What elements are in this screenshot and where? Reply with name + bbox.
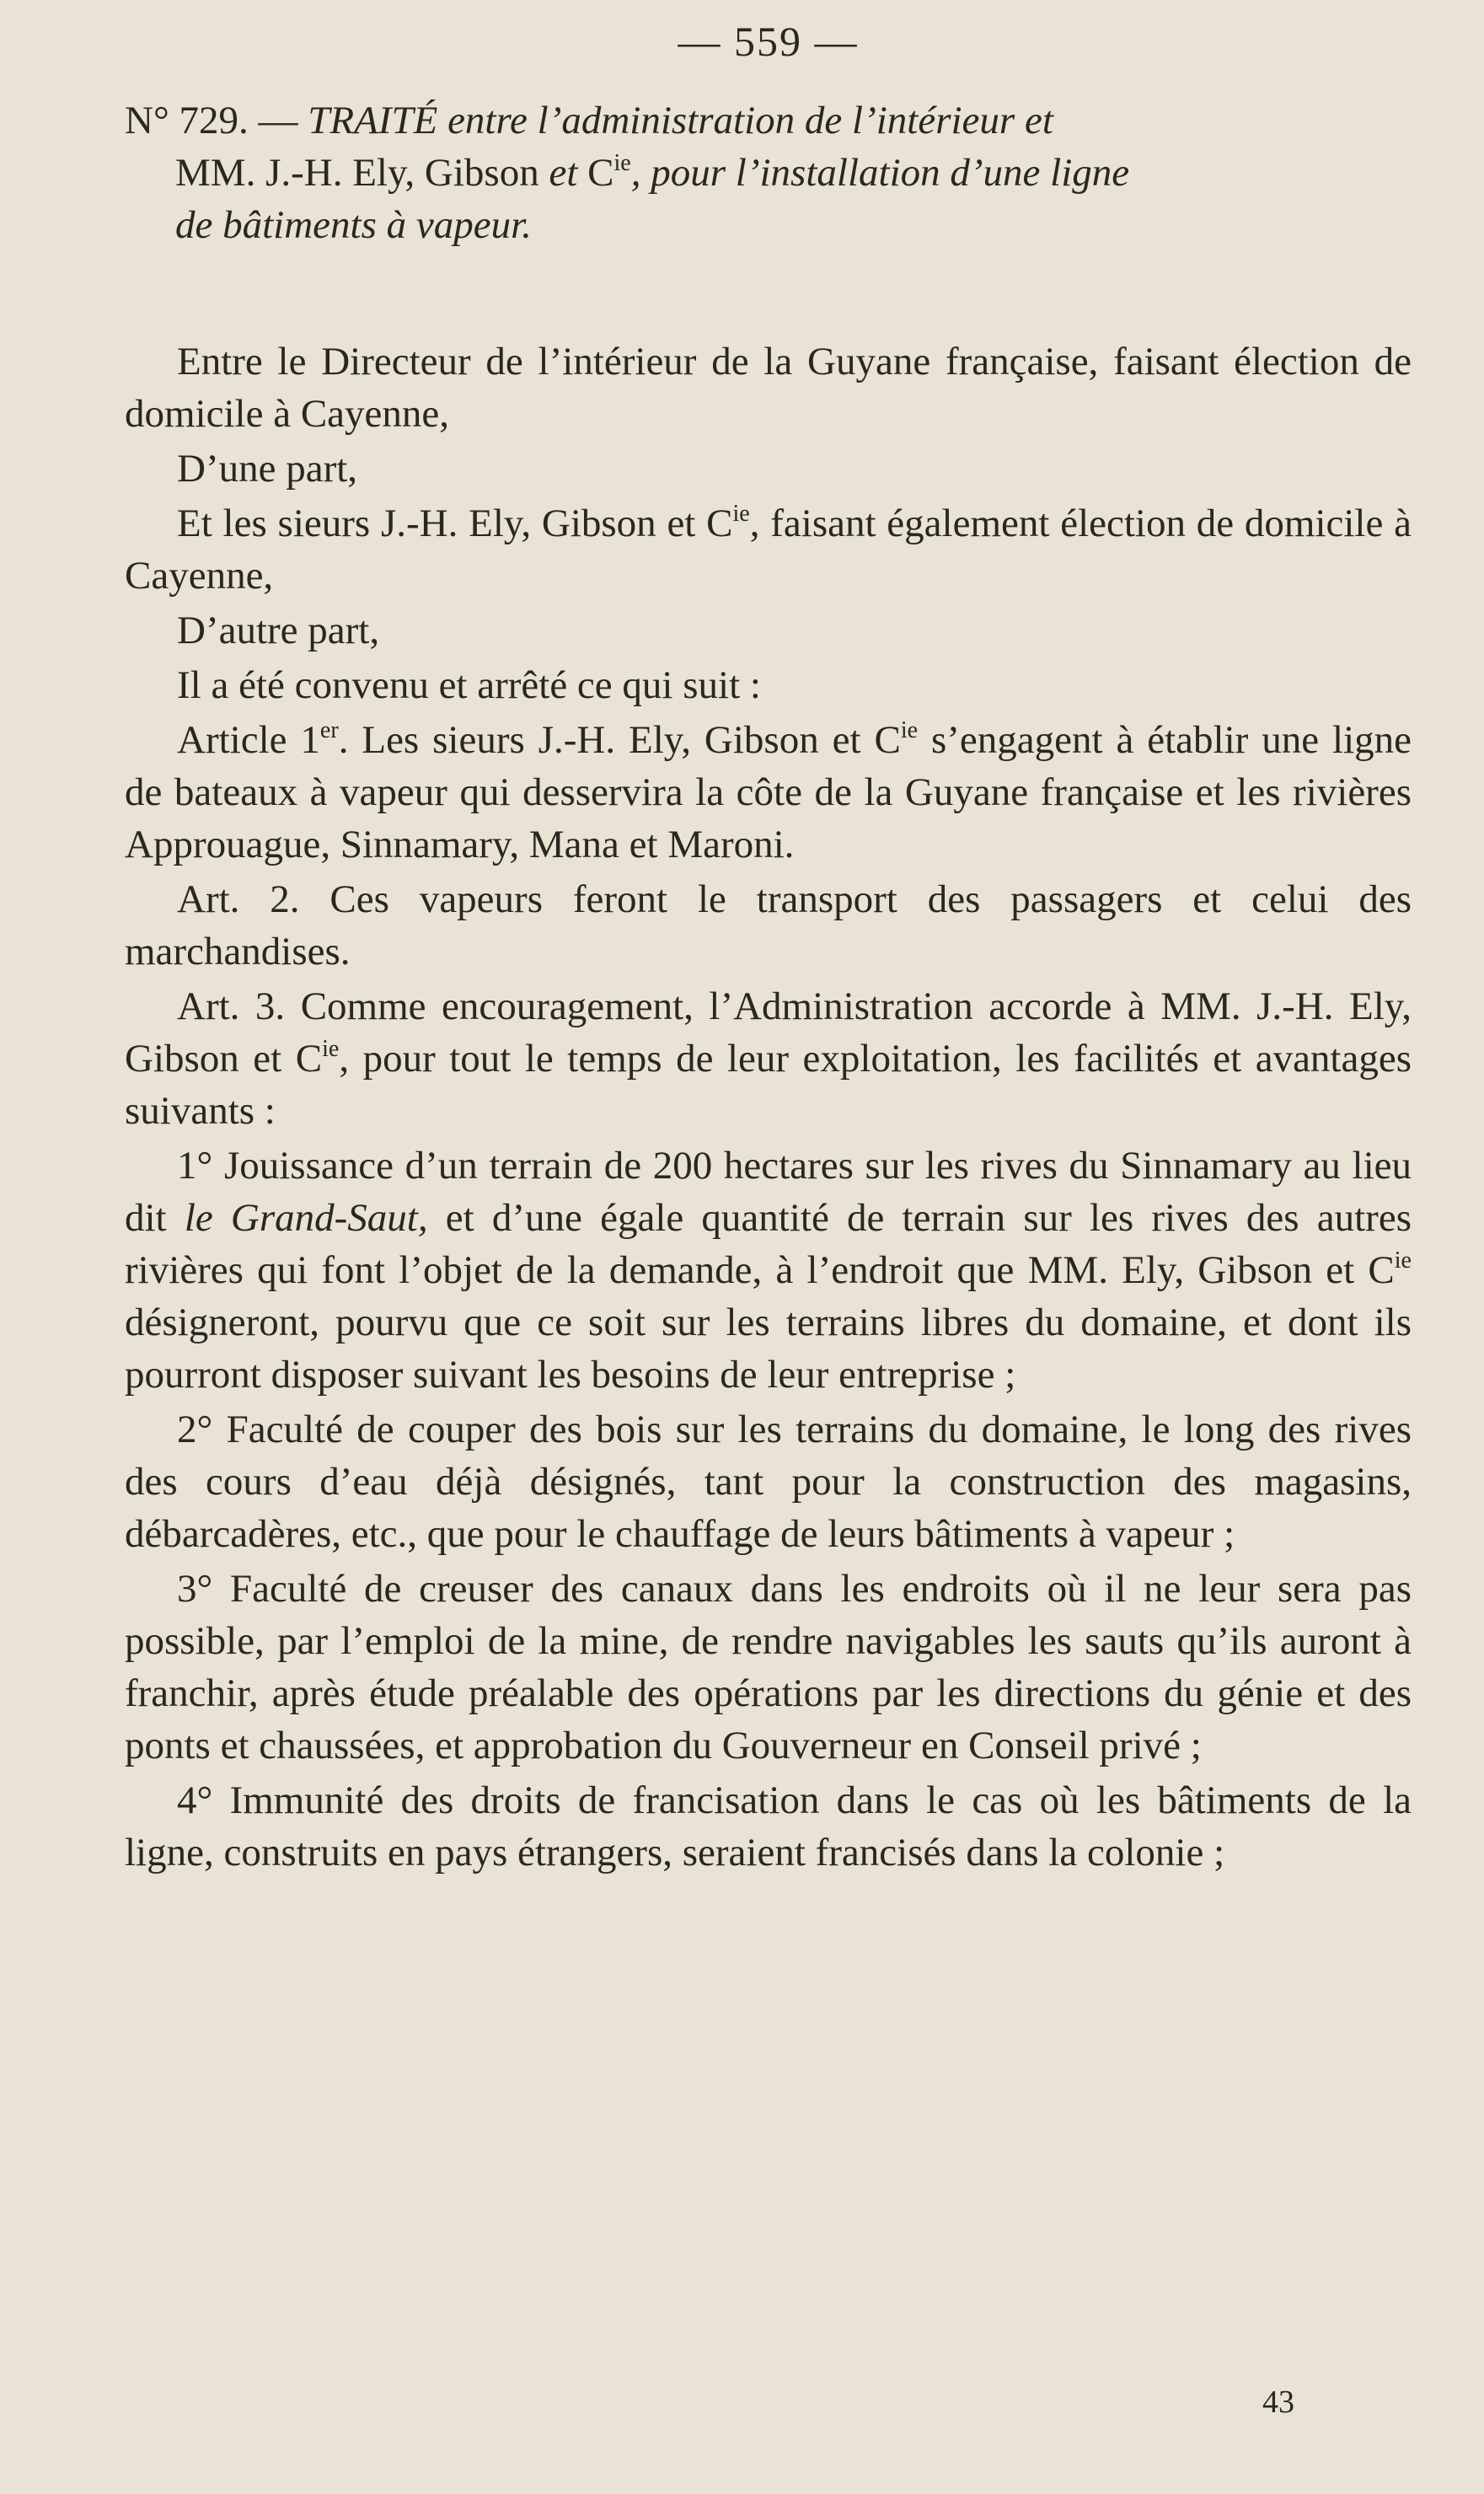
p3-text-a: Et les sieurs J.-H. Ely, Gibson et C xyxy=(177,501,733,545)
a1-sup-1: er xyxy=(319,717,339,743)
title-et: et xyxy=(538,151,588,195)
title-text-1: entre l’administration de l’intérieur et xyxy=(437,99,1053,142)
page-number: — 559 — xyxy=(678,18,859,65)
title-line-2 xyxy=(125,147,1412,199)
a1-sup-2: ie xyxy=(900,717,919,743)
title-line-3: de bâtiments à vapeur. xyxy=(175,203,532,247)
title-company-sup: ie xyxy=(613,150,631,176)
act-number: N° 729. — xyxy=(125,99,298,142)
act-title xyxy=(125,94,1412,251)
i1-sup: ie xyxy=(1394,1247,1412,1274)
a1-text-b: . Les sieurs J.-H. Ely, Gibson et C xyxy=(338,718,901,762)
p3-text-b: , faisant également élection de domicile à Cayenne, xyxy=(125,501,1412,598)
i1-text-a: 1° Jouissance d’un terrain de 200 hectares sur les rives du Sinnamary au lieu dit xyxy=(125,1144,1412,1240)
article-2: Art. 2. Ces vapeurs feront le transport des passagers et celui des marchandises. xyxy=(125,877,1412,973)
a3-text-a: Art. 3. Comme encouragement, l’Administration accorde à MM. J.-H. Ely, Gibson et C xyxy=(125,984,1412,1081)
a1-text-c: s’engagent à établir une ligne de bateaux à vapeur qui desservira la côte de la Guyane française et les rivières Approuague, Sinnamary, Mana et Maroni. xyxy=(125,718,1412,866)
p3-sup: ie xyxy=(732,501,750,527)
a3-sup: ie xyxy=(322,1036,340,1062)
article-3 xyxy=(125,980,1412,1137)
signature-mark: 43 xyxy=(1262,2384,1294,2420)
title-purpose: , pour l’installation d’une ligne xyxy=(630,151,1130,195)
i1-text-b: et d’une égale quantité de terrain sur les rives des autres rivières qui font l’objet de la demande, à l’endroit que MM. Ely, Gibson et C xyxy=(125,1196,1412,1292)
paragraph-parties-2 xyxy=(125,497,1412,602)
paragraph-one-part: D’une part, xyxy=(177,447,358,491)
paragraph-agreed: Il a été convenu et arrêté ce qui suit : xyxy=(177,663,761,707)
i1-text-c: désigneront, pourvu que ce soit sur les terrains libres du domaine, et dont ils pourront disposer suivant les besoins de leur entreprise ; xyxy=(125,1301,1412,1397)
article-1 xyxy=(125,714,1412,871)
item-1 xyxy=(125,1140,1412,1401)
a3-text-b: , pour tout le temps de leur exploitation, les facilités et avantages suivants : xyxy=(125,1037,1412,1133)
i1-italic: le Grand-Saut, xyxy=(184,1196,428,1240)
item-2: 2° Faculté de couper des bois sur les terrains du domaine, le long des rives des cours d’eau déjà désignés, tant pour la construction des magasins, débarcadères, etc., que pour le chauffage de leurs bâtiments à vapeur ; xyxy=(125,1408,1412,1556)
paragraph-other-part: D’autre part, xyxy=(177,609,380,652)
title-company: C xyxy=(587,151,614,195)
item-3: 3° Faculté de creuser des canaux dans les endroits où il ne leur sera pas possible, par l’emploi de la mine, de rendre navigables les sauts qu’ils auront à franchir, après étude préalable des opérations par les directions du génie et des ponts et chaussées, et approbation du Gouverneur en Conseil privé ; xyxy=(125,1567,1412,1767)
title-parties: MM. J.-H. Ely, Gibson xyxy=(175,151,539,195)
treaty-word: TRAITÉ xyxy=(308,99,438,142)
a1-text-a: Article 1 xyxy=(177,718,320,762)
paragraph-parties-1: Entre le Directeur de l’intérieur de la Guyane française, faisant élection de domicile à Cayenne, xyxy=(125,340,1412,436)
item-4: 4° Immunité des droits de francisation dans le cas où les bâtiments de la ligne, construits en pays étrangers, seraient francisés dans la colonie ; xyxy=(125,1778,1412,1875)
